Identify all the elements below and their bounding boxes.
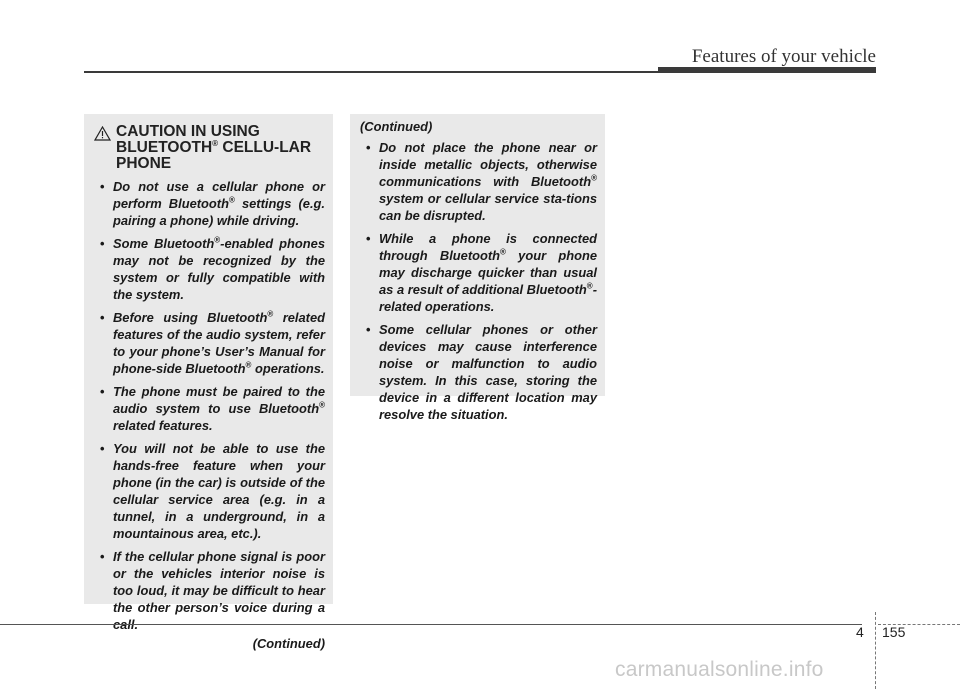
caution-title: CAUTION IN USING BLUETOOTH® CELLU-LAR PHONE (116, 123, 312, 172)
header-rule-thin (84, 71, 660, 73)
list-item: • Some Bluetooth®-enabled phones may not be recognized by the system or fully compatible with the system. (94, 235, 325, 303)
caution-panel-right (350, 114, 605, 422)
warning-triangle-icon (94, 126, 111, 141)
list-item: • Do not place the phone near or inside metallic objects, otherwise communications with Bluetooth® system or cellular service sta-tions can be disrupted. (360, 139, 597, 224)
page-header-title: Features of your vehicle (691, 46, 876, 67)
header-rule-thick (658, 67, 876, 73)
chapter-number: 4 (856, 624, 864, 640)
footer-divider (875, 612, 876, 689)
continued-heading: (Continued) (360, 119, 433, 134)
caution-list-right (360, 139, 597, 423)
caution-list-left (94, 178, 325, 633)
list-item: • You will not be able to use the hands-free feature when your phone (in the car) is outside of the cellular service area (e.g. in a tunnel, in a underground, in a mountainous area, etc.). (94, 440, 325, 542)
list-item: • The phone must be paired to the audio system to use Bluetooth® related features. (94, 383, 325, 434)
caution-panel-left (84, 114, 333, 651)
list-item: • While a phone is connected through Bluetooth® your phone may discharge quicker than usual as a result of additional Bluetooth®-related operations. (360, 230, 597, 315)
footer-rule-left (0, 624, 862, 625)
caution-heading (94, 124, 325, 172)
continued-label: (Continued) (252, 636, 325, 651)
list-item: • If the cellular phone signal is poor or the vehicles interior noise is too loud, it may be difficult to hear the other person’s voice during a call. (94, 548, 325, 633)
page-number: 155 (882, 624, 906, 640)
list-item: • Some cellular phones or other devices may cause interference noise or malfunction to audio system. In this case, storing the device in a different location may resolve the situation. (360, 321, 597, 423)
list-item: • Before using Bluetooth® related features of the audio system, refer to your phone’s User’s Manual for phone-side Bluetooth® operations. (94, 309, 325, 377)
list-item: • Do not use a cellular phone or perform Bluetooth® settings (e.g. pairing a phone) while driving. (94, 178, 325, 229)
watermark: carmanualsonline.info (615, 658, 824, 681)
